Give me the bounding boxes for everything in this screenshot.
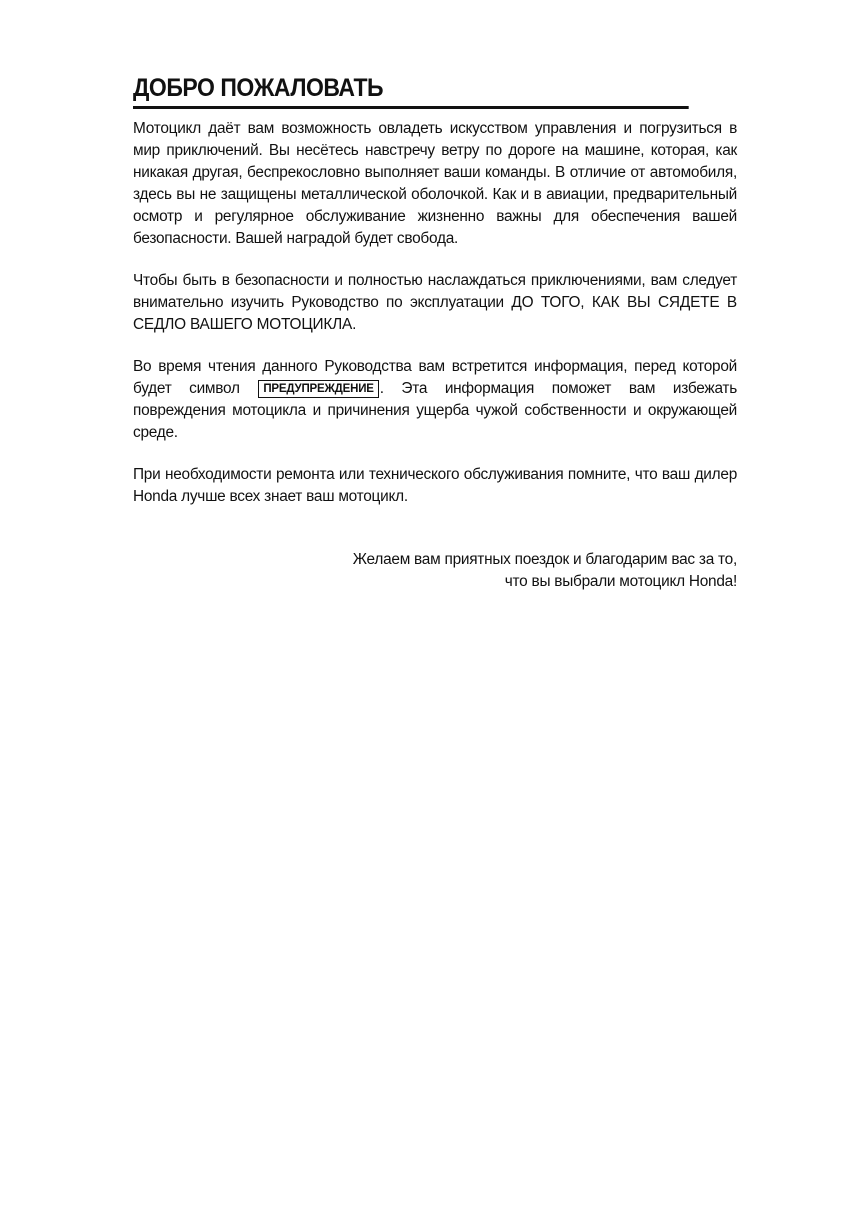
closing-line-2: что вы выбрали мотоцикл Honda! [504,573,737,590]
notice-paragraph-after: . Эта информация поможет вам избежать повреждения мотоцикла и причинения ущерба чужой собственности и окружающей среде. [133,380,737,441]
closing-message [133,549,737,593]
intro-paragraph: Мотоцикл даёт вам возможность овладеть искусством управления и погрузиться в мир приключений. Вы несётесь навстречу ветру по дороге на машине, которая, как никакая другая, беспрекословно выполняет ваши команды. В отличие от автомобиля, здесь вы не защищены металлической оболочкой. Как и в авиации, предварительный осмотр и регулярное обслуживание жизненно важны для обеспечения вашей безопасности. Вашей наградой будет свобода. [133,120,737,247]
notice-badge: ПРЕДУПРЕЖДЕНИЕ [258,380,378,398]
notice-paragraph [133,356,737,444]
page-title: ДОБРО ПОЖАЛОВАТЬ [133,72,689,109]
safety-paragraph-text: Чтобы быть в безопасности и полностью наслаждаться приключениями, вам следует внимательно изучить Руководство по эксплуатации [133,272,737,311]
notice-paragraph-before: Во время чтения данного Руководства вам встретится информация, перед которой будет символ [133,358,737,397]
safety-paragraph-caps: ДО ТОГО, КАК ВЫ СЯДЕТЕ В СЕДЛО ВАШЕГО МОТОЦИКЛА. [133,294,737,333]
service-paragraph: При необходимости ремонта или технического обслуживания помните, что ваш дилер Honda лучше всех знает ваш мотоцикл. [133,466,737,505]
safety-paragraph [133,270,737,336]
closing-line-1: Желаем вам приятных поездок и благодарим вас за то, [352,551,737,568]
document-page [133,72,737,593]
